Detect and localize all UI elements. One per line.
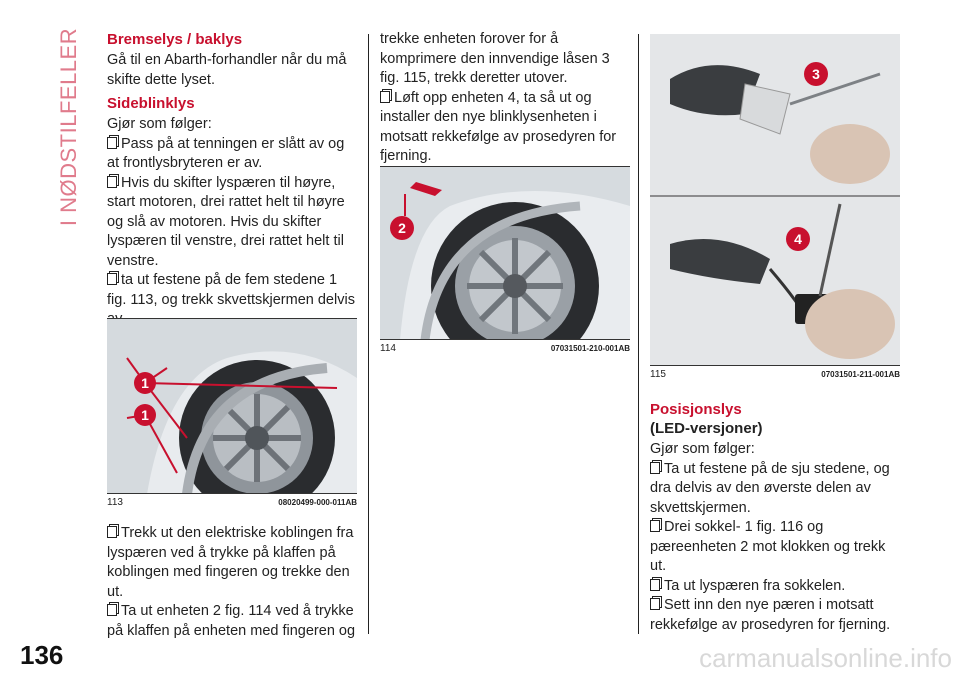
callout-2: 2	[398, 220, 406, 236]
callout-3: 3	[812, 66, 820, 82]
figure-code: 07031501-211-001AB	[821, 369, 900, 379]
column-divider	[638, 34, 639, 634]
callout-1: 1	[141, 407, 149, 423]
callout-4: 4	[794, 231, 802, 247]
checkbox-bullet-icon	[107, 137, 117, 149]
checkbox-bullet-icon	[380, 91, 390, 103]
column-2	[380, 30, 630, 167]
figure-caption	[107, 493, 357, 510]
figure-number: 113	[107, 496, 123, 508]
checkbox-bullet-icon	[107, 176, 117, 188]
column-divider	[368, 34, 369, 634]
heading-side-indicators: Sideblinklys	[107, 95, 195, 112]
figure-caption	[380, 339, 630, 356]
bullet-item: Hvis du skifter lyspæren til høyre, start motoren, drei rattet helt til høyre og slå av motoren. Hvis du skifter lyspæren til venstre, drei rattet helt til venstre.	[107, 174, 345, 269]
front-wheel-illustration	[380, 166, 630, 340]
checkbox-bullet-icon	[107, 604, 117, 616]
side-indicator-removal-illustration	[650, 34, 900, 366]
figure-code: 07031501-210-001AB	[550, 343, 630, 353]
checkbox-bullet-icon	[650, 598, 660, 610]
section-title: I NØDSTILFELLER	[56, 27, 81, 227]
column-1	[107, 30, 357, 330]
figure-number: 115	[650, 368, 666, 380]
figure-caption	[650, 365, 900, 382]
paragraph: Gjør som følger:	[650, 441, 755, 457]
figure-number: 114	[380, 342, 396, 354]
paragraph: Gjør som følger:	[107, 116, 212, 132]
callout-1: 1	[141, 375, 149, 391]
column-1-lower	[107, 524, 357, 641]
heading-brake-lights: Bremselys / baklys	[107, 31, 243, 48]
paragraph: trekke enheten forover for å komprimere den innvendige låsen 3 fig. 115, trekk deretter utover.	[380, 31, 610, 86]
figure-115	[650, 34, 900, 382]
checkbox-bullet-icon	[107, 526, 117, 538]
figure-113	[107, 318, 357, 510]
watermark: carmanualsonline.info	[699, 643, 952, 673]
checkbox-bullet-icon	[650, 462, 660, 474]
figure-code: 08020499-000-011AB	[278, 497, 357, 507]
bullet-item: Løft opp enheten 4, ta så ut og installer den nye blinklysenheten i motsatt rekkefølge av prosedyren for fjerning.	[380, 89, 617, 164]
heading-position-lights: Posisjonslys (LED-versjoner)	[650, 400, 900, 438]
column-3	[650, 400, 900, 635]
bullet-item: Sett inn den nye pæren i motsatt rekkefølge av prosedyren for fjerning.	[650, 597, 891, 633]
section-side-tab	[54, 27, 84, 227]
bullet-item: Ta ut enheten 2 fig. 114 ved å trykke på klaffen på enheten med fingeren og	[107, 603, 356, 639]
page-number: 136	[20, 640, 64, 670]
wheel-arch-illustration	[107, 318, 357, 494]
bullet-item: ta ut festene på de fem stedene 1 fig. 113, og trekk skvettskjermen delvis	[107, 272, 355, 308]
bullet-item: Pass på at tenningen er slått av og at frontlysbryteren er av.	[107, 135, 345, 171]
paragraph: Gå til en Abarth-forhandler når du må skifte dette lyset.	[107, 52, 347, 88]
bullet-item: Trekk ut den elektriske koblingen fra lyspæren ved å trykke på klaffen på koblingen med fingeren og trekke den ut.	[107, 525, 354, 600]
bullet-item: Ta ut festene på de sju stedene, og dra delvis av den øverste delen av skvettskjermen.	[650, 460, 890, 516]
checkbox-bullet-icon	[650, 520, 660, 532]
heading-subtitle: (LED-versjoner)	[650, 420, 763, 437]
checkbox-bullet-icon	[650, 579, 660, 591]
checkbox-bullet-icon	[107, 273, 117, 285]
bullet-item: Drei sokkel- 1 fig. 116 og pæreenheten 2 mot klokken og trekk ut.	[650, 519, 886, 574]
bullet-item: Ta ut lyspæren fra sokkelen.	[650, 577, 900, 597]
figure-114	[380, 166, 630, 356]
